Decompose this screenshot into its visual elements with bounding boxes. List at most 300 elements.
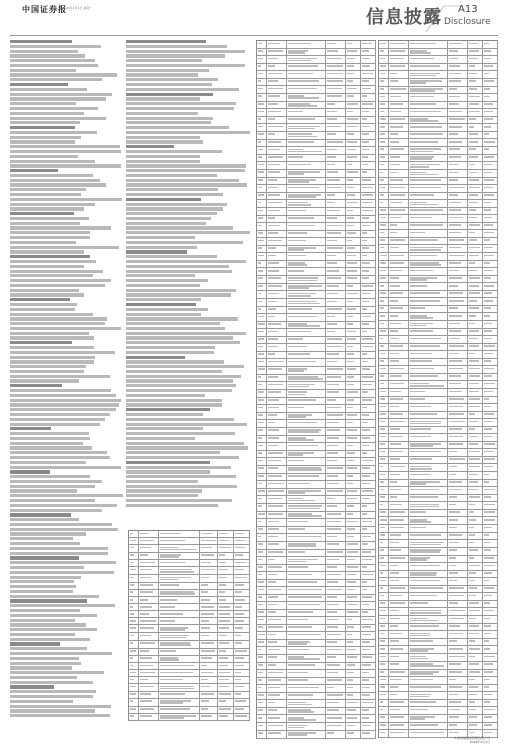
table-cell [267, 170, 287, 178]
table-cell [409, 692, 449, 700]
table-cell [379, 94, 389, 102]
text-line [10, 270, 103, 273]
table-row [379, 102, 498, 110]
table-cell [361, 617, 376, 625]
table-cell [468, 268, 483, 276]
table-cell [287, 291, 327, 299]
text-line [10, 88, 87, 91]
text-line [10, 64, 98, 67]
table-row [257, 708, 376, 716]
table-cell [234, 560, 250, 567]
table-cell [287, 155, 327, 163]
table-cell [409, 208, 449, 216]
table-cell [409, 313, 449, 321]
table-cell [483, 692, 498, 700]
table-row [257, 322, 376, 330]
table-cell [346, 602, 361, 610]
table-cell [379, 374, 389, 382]
table-cell [483, 685, 498, 693]
table-cell [409, 556, 449, 564]
table-cell [483, 344, 498, 352]
table-cell [218, 618, 234, 625]
table-row [379, 132, 498, 140]
table-cell [326, 124, 346, 132]
table-cell [159, 553, 201, 561]
table-cell [483, 449, 498, 457]
text-line [10, 494, 123, 497]
table-row [257, 640, 376, 648]
table-cell [287, 375, 327, 383]
table-cell [218, 714, 234, 722]
table-cell [448, 200, 468, 208]
table-cell [389, 608, 409, 616]
table-cell [287, 208, 327, 216]
table-cell [287, 170, 327, 178]
table-cell [129, 663, 139, 670]
text-line [126, 97, 200, 100]
table-cell [346, 291, 361, 299]
text-line [126, 408, 210, 411]
table-cell [448, 230, 468, 238]
table-row [379, 139, 498, 147]
table-cell [267, 109, 287, 117]
table-cell [409, 366, 449, 374]
table-cell [409, 117, 449, 125]
table-cell [159, 560, 201, 567]
table-cell [409, 276, 449, 284]
table-cell [257, 49, 267, 57]
table-cell [129, 538, 139, 545]
table-cell [326, 504, 346, 512]
table-cell [379, 548, 389, 556]
table-cell [468, 71, 483, 79]
table-cell [409, 662, 449, 670]
text-line [10, 509, 102, 512]
table-cell [234, 611, 250, 618]
table-cell [346, 147, 361, 155]
table-cell [389, 586, 409, 594]
table-row [257, 565, 376, 573]
table-row [129, 575, 250, 583]
table-cell [218, 670, 234, 677]
table-cell [346, 140, 361, 148]
table-cell [218, 625, 234, 633]
table-cell [346, 71, 361, 79]
table-cell [257, 208, 267, 216]
table-cell [448, 677, 468, 685]
table-cell [267, 632, 287, 640]
table-cell [257, 451, 267, 459]
table-cell [346, 557, 361, 565]
table-row [257, 284, 376, 292]
table-cell [468, 707, 483, 715]
table-cell [448, 193, 468, 201]
table-row [257, 587, 376, 595]
text-line [126, 236, 195, 239]
text-line [10, 647, 87, 650]
text-line [126, 289, 236, 292]
text-line [10, 179, 100, 182]
text-line [10, 609, 80, 612]
text-line [126, 461, 210, 464]
text-line [10, 160, 95, 163]
table-row [379, 117, 498, 125]
table-cell [468, 94, 483, 102]
table-cell [483, 502, 498, 510]
table-cell [234, 538, 250, 545]
table-cell [389, 124, 409, 132]
table-cell [468, 283, 483, 291]
text-line [126, 164, 246, 167]
table-cell [267, 595, 287, 603]
table-cell [257, 147, 267, 155]
table-cell [483, 79, 498, 87]
table-cell [326, 117, 346, 125]
table-cell [267, 542, 287, 550]
table-cell [483, 359, 498, 367]
text-line [126, 140, 203, 143]
table-cell [257, 420, 267, 428]
table-cell [326, 610, 346, 618]
table-cell [483, 457, 498, 465]
text-line [126, 73, 198, 76]
table-cell [389, 230, 409, 238]
table-cell [287, 117, 327, 125]
table-row [257, 102, 376, 110]
table-cell [326, 565, 346, 573]
table-row [379, 593, 498, 601]
table-cell [483, 291, 498, 299]
table-cell [389, 540, 409, 548]
table-cell [257, 155, 267, 163]
table-cell [159, 692, 201, 699]
table-cell [218, 567, 234, 575]
table-cell [389, 563, 409, 571]
table-cell [483, 427, 498, 435]
table-cell [287, 238, 327, 246]
table-cell [361, 436, 376, 444]
table-cell [468, 193, 483, 201]
table-cell [483, 329, 498, 337]
table-cell [468, 79, 483, 87]
table-cell [361, 466, 376, 474]
table-cell [287, 162, 327, 170]
table-cell [361, 253, 376, 261]
table-cell [379, 291, 389, 299]
table-row [257, 420, 376, 428]
table-cell [346, 390, 361, 398]
table-cell [346, 436, 361, 444]
table-cell [267, 663, 287, 671]
table-cell [287, 132, 327, 140]
table-cell [483, 601, 498, 609]
table-cell [361, 550, 376, 558]
table-cell [346, 466, 361, 474]
table-cell [379, 306, 389, 314]
table-cell [267, 367, 287, 375]
table-cell [409, 707, 449, 715]
table-cell [267, 512, 287, 520]
table-row [379, 283, 498, 291]
table-cell [287, 580, 327, 588]
table-cell [448, 556, 468, 564]
table-cell [379, 321, 389, 329]
table-row [257, 200, 376, 208]
table-cell [287, 246, 327, 254]
table-cell [218, 553, 234, 561]
table-cell [346, 382, 361, 390]
table-cell [468, 654, 483, 662]
table-row [257, 208, 376, 216]
table-cell [389, 102, 409, 110]
table-cell [468, 472, 483, 480]
text-line [126, 360, 224, 363]
table-row [257, 117, 376, 125]
table-cell [483, 540, 498, 548]
table-row [129, 677, 250, 684]
text-line [10, 322, 105, 325]
text-line [10, 394, 116, 397]
table-cell [287, 670, 327, 678]
table-cell [287, 534, 327, 542]
table-cell [287, 359, 327, 367]
text-line [10, 308, 75, 311]
table-cell [326, 216, 346, 224]
text-line [10, 623, 86, 626]
table-cell [409, 404, 449, 412]
text-line [126, 112, 198, 115]
text-line [126, 432, 235, 435]
table-cell [139, 707, 159, 714]
table-cell [483, 94, 498, 102]
table-cell [287, 102, 327, 110]
table-cell [379, 245, 389, 253]
table-row [257, 428, 376, 436]
table-cell [361, 405, 376, 413]
table-cell [409, 571, 449, 579]
table-cell [159, 684, 201, 692]
table-cell [346, 474, 361, 482]
text-line [10, 274, 93, 277]
table-cell [409, 185, 449, 193]
table-cell [346, 685, 361, 693]
table-cell [326, 715, 346, 723]
table-cell [468, 291, 483, 299]
text-line [10, 183, 106, 186]
table-cell [234, 656, 250, 664]
table-cell [287, 428, 327, 436]
table-cell [389, 200, 409, 208]
table-cell [389, 283, 409, 291]
table-cell [483, 723, 498, 731]
table-row [257, 557, 376, 565]
table-cell [361, 519, 376, 527]
text-line [126, 54, 225, 57]
table-cell [468, 147, 483, 155]
table-cell [389, 64, 409, 72]
table-cell [448, 306, 468, 314]
table-cell [346, 489, 361, 497]
table-cell [483, 472, 498, 480]
table-cell [287, 193, 327, 201]
table-cell [448, 102, 468, 110]
table-cell [257, 390, 267, 398]
text-line [10, 542, 80, 545]
table-cell [257, 64, 267, 72]
table-cell [326, 291, 346, 299]
table-cell [483, 245, 498, 253]
text-line [126, 255, 217, 258]
table-cell [326, 200, 346, 208]
table-cell [379, 654, 389, 662]
table-cell [346, 595, 361, 603]
table-cell [326, 700, 346, 708]
table-cell [468, 351, 483, 359]
table-cell [483, 578, 498, 586]
table-cell [129, 677, 139, 684]
table-cell [361, 238, 376, 246]
table-cell [346, 352, 361, 360]
table-cell [257, 132, 267, 140]
table-cell [267, 640, 287, 648]
table-row [257, 663, 376, 671]
table-cell [361, 367, 376, 375]
table-row [379, 185, 498, 193]
table-cell [139, 575, 159, 583]
table-cell [379, 155, 389, 163]
table-cell [326, 655, 346, 663]
disclosure-table-right [378, 40, 498, 738]
table-row [379, 556, 498, 564]
table-cell [379, 540, 389, 548]
table-cell [346, 56, 361, 64]
table-cell [448, 253, 468, 261]
table-cell [409, 351, 449, 359]
table-cell [389, 449, 409, 457]
table-cell [326, 352, 346, 360]
table-cell [267, 550, 287, 558]
text-line [10, 595, 99, 598]
table-cell [389, 336, 409, 344]
table-cell [409, 457, 449, 465]
table-cell [257, 580, 267, 588]
table-cell [287, 595, 327, 603]
table-row [379, 502, 498, 510]
table-cell [379, 646, 389, 654]
text-line [10, 365, 86, 368]
table-cell [379, 268, 389, 276]
table-cell [468, 677, 483, 685]
table-cell [257, 216, 267, 224]
table-cell [287, 86, 327, 94]
table-cell [468, 253, 483, 261]
table-cell [257, 647, 267, 655]
table-row [257, 155, 376, 163]
table-cell [346, 94, 361, 102]
section-subtitle: Disclosure [444, 17, 491, 27]
table-cell [346, 155, 361, 163]
table-cell [361, 542, 376, 550]
table-row [379, 662, 498, 670]
table-cell [379, 208, 389, 216]
table-cell [409, 124, 449, 132]
text-line [126, 327, 225, 330]
text-line [126, 83, 212, 86]
table-cell [267, 337, 287, 345]
table-row [379, 162, 498, 170]
table-cell [409, 215, 449, 223]
table-cell [468, 389, 483, 397]
table-row [257, 56, 376, 64]
table-cell [379, 397, 389, 405]
table-row [257, 443, 376, 451]
table-cell [346, 276, 361, 284]
table-cell [326, 420, 346, 428]
table-cell [379, 593, 389, 601]
table-cell [346, 314, 361, 322]
table-cell [287, 71, 327, 79]
table-cell [287, 314, 327, 322]
text-line [10, 260, 96, 263]
table-cell [287, 299, 327, 307]
table-cell [267, 693, 287, 701]
table-cell [361, 512, 376, 520]
table-cell [257, 170, 267, 178]
table-row [129, 670, 250, 677]
table-cell [379, 230, 389, 238]
table-cell [379, 472, 389, 480]
table-cell [361, 132, 376, 140]
table-cell [257, 268, 267, 276]
table-cell [326, 723, 346, 731]
table-cell [326, 443, 346, 451]
table-cell [267, 670, 287, 678]
text-line [10, 489, 77, 492]
text-line [10, 236, 90, 239]
text-line [126, 69, 209, 72]
table-cell [346, 632, 361, 640]
table-cell [468, 397, 483, 405]
text-line [10, 681, 93, 684]
table-cell [409, 540, 449, 548]
text-line [10, 112, 84, 115]
table-cell [448, 268, 468, 276]
table-cell [267, 223, 287, 231]
table-cell [139, 545, 159, 553]
text-line [10, 375, 110, 378]
table-cell [379, 419, 389, 427]
table-cell [346, 132, 361, 140]
table-cell [409, 472, 449, 480]
text-line [10, 437, 90, 440]
table-cell [234, 597, 250, 604]
table-cell [346, 496, 361, 504]
table-cell [483, 64, 498, 72]
table-cell [287, 550, 327, 558]
table-cell [448, 692, 468, 700]
table-cell [483, 124, 498, 132]
table-cell [218, 604, 234, 611]
table-cell [379, 670, 389, 678]
table-cell [267, 443, 287, 451]
table-cell [361, 223, 376, 231]
table-cell [257, 413, 267, 421]
table-row [257, 436, 376, 444]
table-cell [257, 102, 267, 110]
table-cell [257, 731, 267, 739]
table-row [257, 481, 376, 489]
table-cell [468, 117, 483, 125]
